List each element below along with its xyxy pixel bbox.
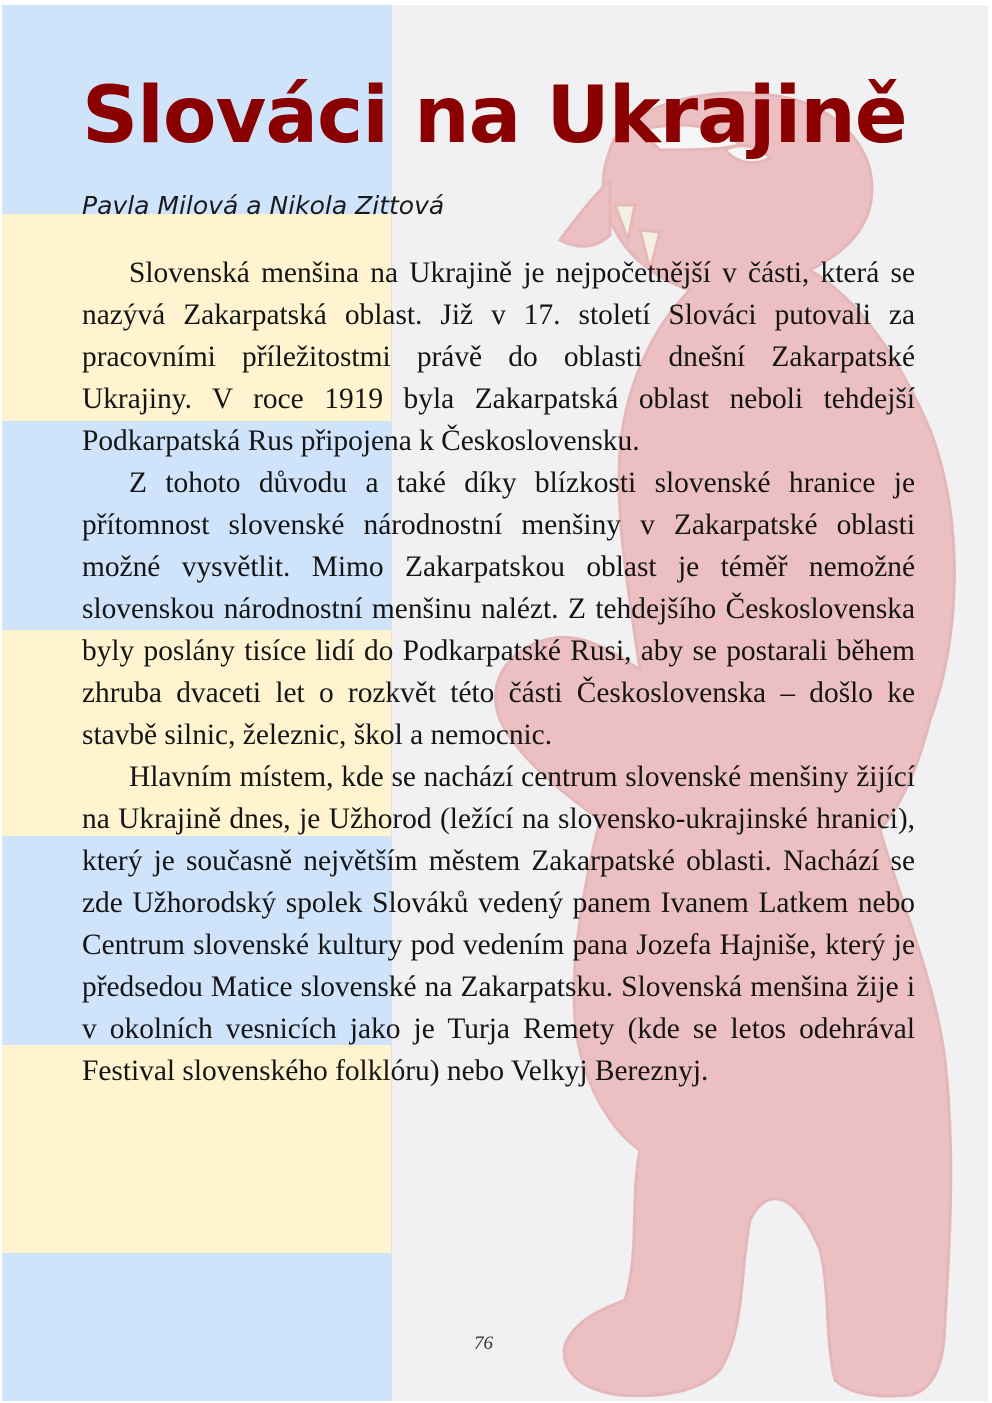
article-title: Slováci na Ukrajině <box>82 71 907 161</box>
article-authors: Pavla Milová a Nikola Zittová <box>82 191 445 220</box>
article-body <box>82 252 915 1092</box>
article-paragraph: Hlavním místem, kde se nachází centrum slovenské menšiny žijící na Ukrajině dnes, je Užhorod (ležící na slovensko-ukrajinské hranici), který je současně největším městem Zakarpatské oblasti. Nachází se zde Užhorodský spolek Slováků vedený panem Ivanem Latkem nebo Centrum slovenské kultury pod vedením pana Jozefa Hajniše, který je předsedou Matice slovenské na Zakarpatsku. Slovenská menšina žije i v okolních vesnicích jako je Turja Remety (kde se letos odehrával Festival slovenského folklóru) nebo Velkyj Bereznyj. <box>82 761 915 1087</box>
page-number: 76 <box>474 1333 493 1354</box>
left-band-blue <box>2 1253 391 1401</box>
article-paragraph: Slovenská menšina na Ukrajině je nejpočetnější v části, která se nazývá Zakarpatská oblast. Již v 17. století Slováci putovali za pracovními příležitostmi právě do oblasti dnešní Zakarpatské Ukrajiny. V roce 1919 byla Zakarpatská oblast neboli tehdejší Podkarpatská Rus připojena k Československu. <box>82 257 915 457</box>
article-paragraph: Z tohoto důvodu a také díky blízkosti slovenské hranice je přítomnost slovenské národnostní menšiny v Zakarpatské oblasti možné vysvětlit. Mimo Zakarpatskou oblast je téměř nemožné slovenskou národnostní menšinu nalézt. Z tehdejšího Československa byly poslány tisíce lidí do Podkarpatské Rusi, aby se postarali během zhruba dvaceti let o rozkvět této části Československa – došlo ke stavbě silnic, železnic, škol a nemocnic. <box>82 467 915 751</box>
